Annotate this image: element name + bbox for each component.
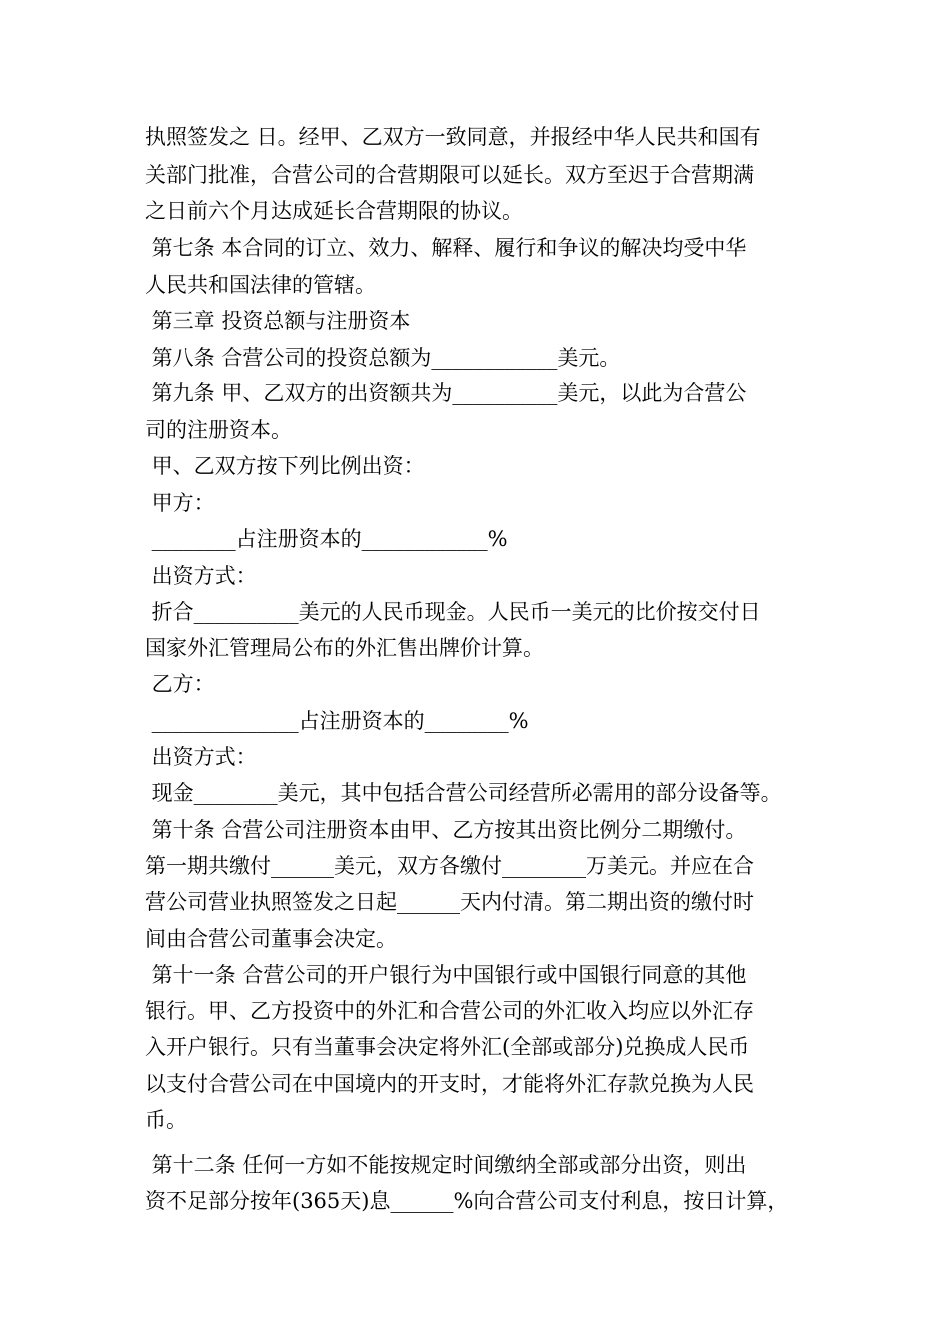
text-line: 出资方式：	[145, 745, 257, 769]
text-line: 乙方：	[145, 672, 215, 696]
text-line: 第一期共缴付______美元，双方各缴付________万美元。并应在合	[145, 854, 754, 878]
text-line: 第七条 本合同的订立、效力、解释、履行和争议的解决均受中华	[145, 236, 747, 260]
chapter-heading: 第三章 投资总额与注册资本	[145, 309, 411, 333]
text-line: 间由合营公司董事会决定。	[145, 927, 397, 951]
text-line: 出资方式：	[145, 564, 257, 588]
text-line: 币。	[145, 1108, 187, 1132]
text-line: 以支付合营公司在中国境内的开支时，才能将外汇存款兑换为人民	[145, 1072, 754, 1096]
text-line: 执照签发之 日。经甲、乙双方一致同意，并报经中华人民共和国有	[145, 125, 761, 149]
text-line: 第八条 合营公司的投资总额为____________美元。	[145, 346, 621, 370]
text-line: 之日前六个月达成延长合营期限的协议。	[145, 199, 523, 223]
text-line: 第十一条 合营公司的开户银行为中国银行或中国银行同意的其他	[145, 963, 747, 987]
text-line: ______________占注册资本的________%	[145, 709, 529, 733]
text-line: 折合__________美元的人民币现金。人民币一美元的比价按交付日	[145, 600, 761, 624]
text-line: 第九条 甲、乙双方的出资额共为__________美元，以此为合营公	[145, 381, 747, 405]
text-line: 营公司营业执照签发之日起______天内付清。第二期出资的缴付时	[145, 890, 754, 914]
text-line: 第十二条 任何一方如不能按规定时间缴纳全部或部分出资，则出	[145, 1153, 747, 1177]
text-line: 甲、乙双方按下列比例出资：	[145, 454, 425, 478]
text-line: 人民共和国法律的管辖。	[145, 273, 376, 297]
text-line: 现金________美元，其中包括合营公司经营所必需用的部分设备等。	[145, 781, 782, 805]
text-line: 关部门批准，合营公司的合营期限可以延长。双方至迟于合营期满	[145, 163, 754, 187]
text-line: 甲方：	[145, 491, 215, 515]
text-line: 司的注册资本。	[145, 418, 292, 442]
text-line: 国家外汇管理局公布的外汇售出牌价计算。	[145, 636, 544, 660]
text-line: 入开户银行。只有当董事会决定将外汇(全部或部分)兑换成人民币	[145, 1035, 750, 1059]
text-line: 第十条 合营公司注册资本由甲、乙方按其出资比例分二期缴付。	[145, 818, 747, 842]
text-line: 资不足部分按年(365天)息______%向合营公司支付利息，按日计算，	[145, 1189, 789, 1213]
text-line: 银行。甲、乙方投资中的外汇和合营公司的外汇收入均应以外汇存	[145, 999, 754, 1023]
text-line: ________占注册资本的____________%	[145, 527, 508, 551]
